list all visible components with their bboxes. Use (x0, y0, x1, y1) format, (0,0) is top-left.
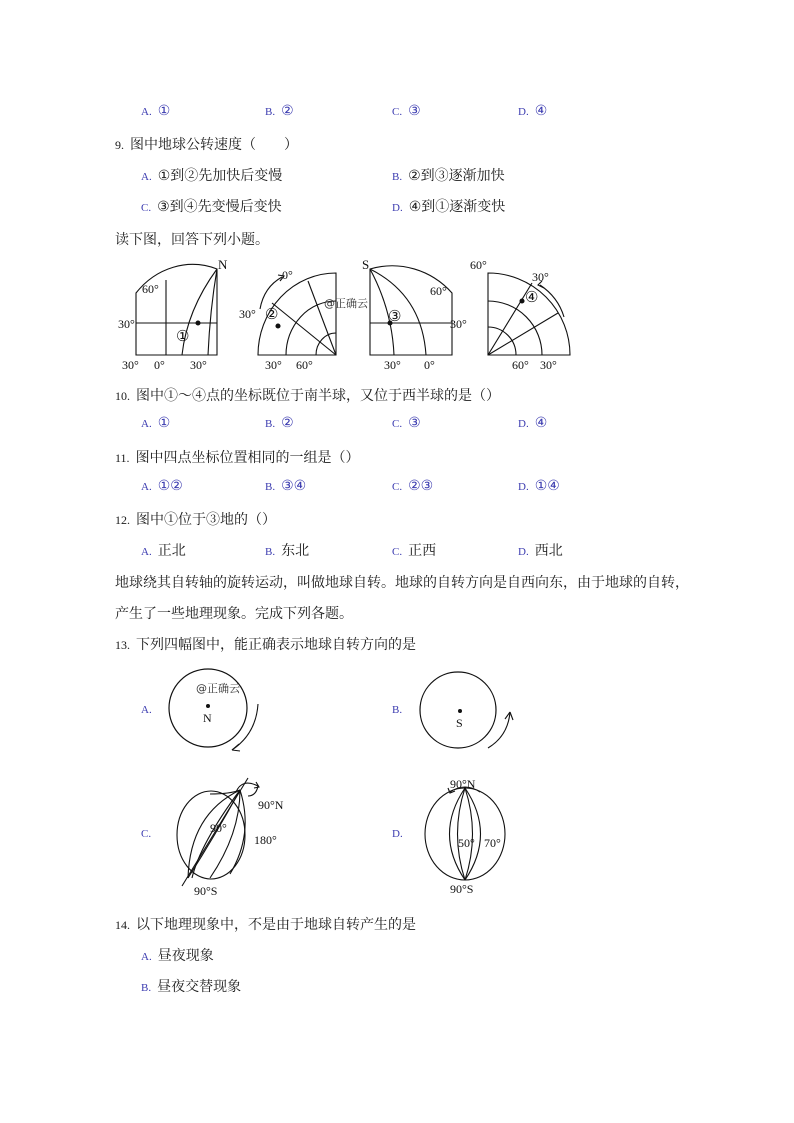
d4-mark: ④ (525, 290, 539, 306)
option-label: D. (392, 202, 403, 214)
option-label: D. (518, 546, 529, 558)
option-label: C. (392, 481, 403, 493)
q13-d-mid-a: 50° (458, 836, 475, 850)
q13-b-pole: S (456, 716, 463, 730)
d4-top-a: 60° (470, 258, 487, 272)
q13-c-north: 90°N (258, 798, 284, 812)
option-text: 昼夜交替现象 (157, 979, 242, 995)
q14-option-b (141, 976, 241, 996)
q11-option-a (141, 478, 183, 494)
q13-globe-c (170, 774, 310, 898)
q13-globe-a (160, 666, 270, 758)
option-text: ③ (408, 415, 421, 431)
option-label: A. (141, 546, 152, 558)
q14-stem (115, 914, 416, 934)
q10-option-d (518, 415, 547, 431)
question-number: 11. (115, 451, 130, 465)
q13-d-mid-b: 70° (484, 836, 501, 850)
option-label: A. (141, 418, 152, 430)
q11-stem (115, 447, 360, 467)
option-label: B. (265, 106, 276, 118)
q13-stem (115, 634, 416, 654)
d1-lon-a: 30° (122, 358, 139, 372)
paragraph-line-2: 产生了一些地理现象。完成下列各题。 (115, 606, 353, 622)
question-number: 12. (115, 513, 130, 527)
option-text: ③到④先变慢后变快 (157, 199, 282, 215)
option-text: 昼夜现象 (157, 948, 214, 964)
q8-option-c (392, 103, 421, 119)
q11-option-d (518, 478, 560, 494)
option-text: 西北 (534, 543, 563, 559)
option-label: C. (392, 418, 403, 430)
option-text: ④ (534, 415, 548, 431)
option-text: ② (281, 103, 294, 119)
option-label: B. (392, 171, 403, 183)
d1-lat-a: 60° (142, 282, 159, 296)
read-intro: 读下图，回答下列小题。 (115, 232, 269, 248)
q13-d-south: 90°S (450, 882, 474, 896)
option-label: C. (141, 202, 152, 214)
diagram-3 (362, 257, 467, 372)
option-text: ① (157, 103, 171, 119)
lat-lon-figure (112, 255, 582, 375)
option-text: ①② (157, 478, 183, 494)
question-number: 10. (115, 389, 130, 403)
question-text: 下列四幅图中，能正确表示地球自转方向的是 (136, 637, 416, 653)
question-number: 13. (115, 638, 130, 652)
diagram-2 (239, 268, 368, 372)
option-text: ①到②先加快后变慢 (157, 168, 283, 184)
q9-option-c (141, 196, 282, 216)
option-text: ② (281, 415, 294, 431)
q14-option-a (141, 945, 214, 965)
q13-globe-b (412, 670, 522, 760)
q13-globe-d (420, 772, 530, 898)
option-label: B. (141, 982, 152, 994)
option-text: ②③ (408, 478, 434, 494)
d1-mark: ① (176, 329, 190, 345)
q10-option-a (141, 415, 170, 431)
d2-lon-a: 30° (265, 358, 282, 372)
d3-lon-a: 30° (384, 358, 401, 372)
question-text: 图中①位于③地的（） (136, 512, 276, 528)
q11-option-b (265, 478, 306, 494)
option-label: B. (265, 481, 276, 493)
q13-c-east: 180° (254, 833, 277, 847)
q12-option-c (392, 540, 436, 560)
option-label: D. (518, 418, 529, 430)
option-text: 正北 (157, 543, 186, 559)
paragraph-line-1: 地球绕其自转轴的旋转运动，叫做地球自转。地球的自转方向是自西向东，由于地球的自转， (115, 575, 689, 591)
option-text: ①④ (534, 478, 560, 494)
d3-lat-a: 60° (430, 284, 447, 298)
q9-option-d (392, 196, 505, 216)
option-label: D. (518, 481, 529, 493)
option-label: B. (265, 418, 276, 430)
option-label: D. (518, 106, 529, 118)
q13-a-pole: N (203, 711, 212, 725)
q8-option-b (265, 103, 294, 119)
q13-c-mid: 90° (210, 821, 227, 835)
q9-option-b (392, 165, 505, 185)
d1-lon-c: 30° (190, 358, 207, 372)
option-text: 东北 (281, 543, 310, 559)
d1-lon-b: 0° (154, 358, 165, 372)
d3-lat-b: 30° (450, 317, 467, 331)
d1-lat-b: 30° (118, 317, 135, 331)
option-text: ③ (408, 103, 421, 119)
q9-option-a (141, 165, 282, 185)
diagram-1 (118, 257, 228, 372)
option-text: ④到①逐渐变快 (408, 199, 506, 215)
q13-option-b-label: B. (392, 704, 403, 716)
q8-option-a (141, 103, 170, 119)
q13-d-north: 90°N (450, 777, 476, 791)
question-text: 图中①～④点的坐标既位于南半球，又位于西半球的是（） (136, 388, 500, 404)
option-label: A. (141, 106, 152, 118)
d3-pole: S (362, 257, 370, 272)
q13-option-a-label: A. (141, 704, 152, 716)
q12-option-a (141, 540, 186, 560)
q8-option-d (518, 103, 547, 119)
d2-top: 0° (282, 268, 293, 282)
option-label: A. (141, 481, 152, 493)
option-text: 正西 (408, 543, 437, 559)
option-text: ②到③逐渐加快 (408, 168, 505, 184)
d1-pole: N (218, 257, 228, 272)
q12-stem (115, 509, 276, 529)
d2-left: 30° (239, 307, 256, 321)
question-text: 图中地球公转速度（ ） (130, 137, 298, 153)
q10-stem (115, 385, 500, 405)
d2-lon-b: 60° (296, 358, 313, 372)
d2-watermark: @正确云 (324, 297, 368, 310)
q12-option-d (518, 540, 563, 560)
question-number: 14. (115, 918, 130, 932)
question-text: 以下地理现象中，不是由于地球自转产生的是 (136, 917, 416, 933)
q13-c-south: 90°S (194, 884, 218, 898)
q12-option-b (265, 540, 309, 560)
question-number: 9. (115, 138, 124, 152)
option-label: C. (392, 546, 403, 558)
option-label: A. (141, 951, 152, 963)
option-label: A. (141, 171, 152, 183)
d3-lon-b: 0° (424, 358, 435, 372)
diagram-4 (470, 258, 570, 372)
q9-stem (115, 134, 298, 154)
d4-lon-a: 60° (512, 358, 529, 372)
option-label: C. (392, 106, 403, 118)
q13-option-d-label: D. (392, 828, 403, 840)
q13-option-c-label: C. (141, 828, 152, 840)
option-label: B. (265, 546, 276, 558)
q11-option-c (392, 478, 433, 494)
q13-a-watermark: @正确云 (196, 682, 240, 695)
q10-option-b (265, 415, 294, 431)
option-text: ① (157, 415, 171, 431)
q10-option-c (392, 415, 421, 431)
d4-top-b: 30° (532, 270, 549, 284)
d3-mark: ③ (388, 309, 402, 325)
d2-mark: ② (265, 307, 279, 323)
option-text: ④ (534, 103, 548, 119)
question-text: 图中四点坐标位置相同的一组是（） (135, 450, 360, 466)
option-text: ③④ (281, 478, 307, 494)
d4-lon-b: 30° (540, 358, 557, 372)
